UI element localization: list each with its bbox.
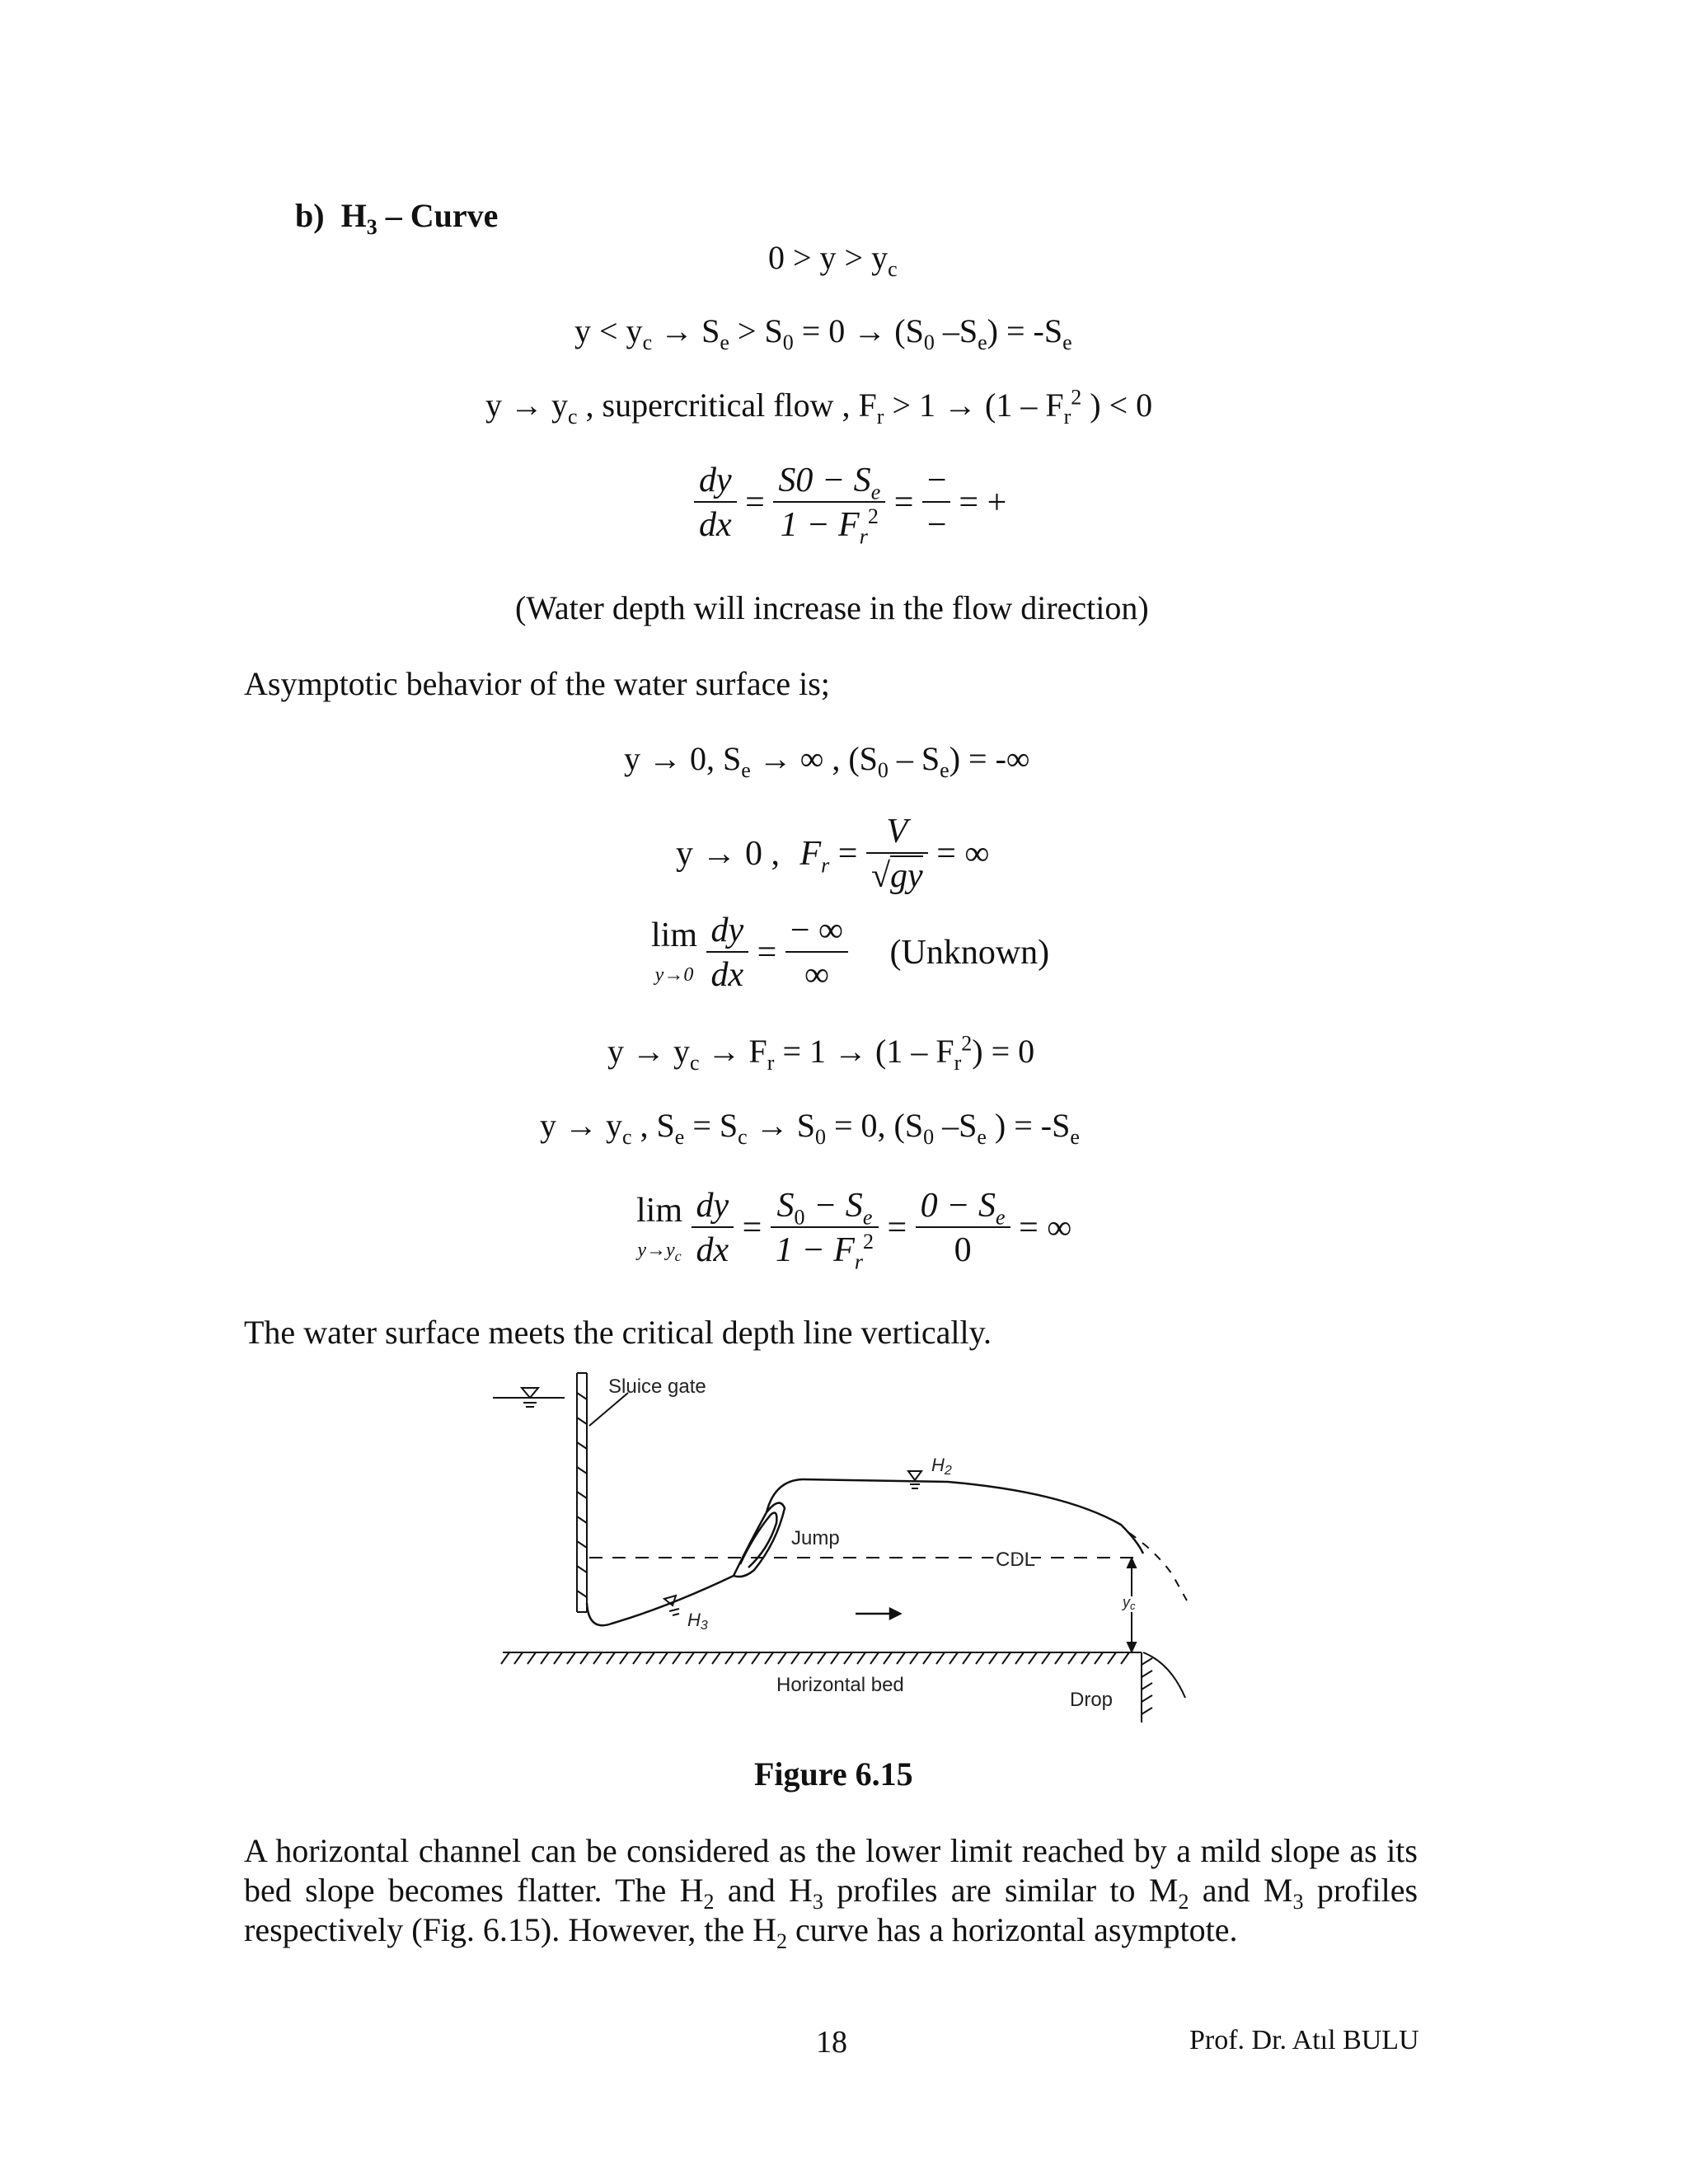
body-paragraph	[244, 1831, 1418, 1953]
bed-hatch-mark	[791, 1652, 799, 1664]
bed-hatch-mark	[620, 1652, 628, 1664]
cdl-label: CDL	[996, 1549, 1036, 1571]
eq2-sub: c	[568, 405, 578, 429]
eq3-sub: 0	[877, 758, 889, 782]
condition-line	[768, 239, 898, 281]
bed-hatch-mark	[541, 1652, 549, 1664]
bed-hatch-mark	[857, 1652, 865, 1664]
bed-hatch-mark	[1095, 1652, 1103, 1664]
eq1-sub: e	[978, 330, 987, 354]
bed-hatch-mark	[870, 1652, 879, 1664]
hydraulic-profile-diagram	[486, 1360, 1203, 1731]
horizontal-bed	[501, 1652, 1142, 1664]
h2-curve	[803, 1479, 1143, 1554]
bed-hatch-mark	[1055, 1652, 1063, 1664]
bed-hatch-mark	[831, 1652, 839, 1664]
bed-hatch-mark	[725, 1652, 734, 1664]
eq1-sub: 0	[923, 330, 935, 354]
eq1-sub: c	[642, 330, 653, 354]
s2-symbol: S	[776, 1187, 795, 1225]
eq3-sub: e	[741, 758, 751, 782]
gy-text: gy	[890, 857, 923, 895]
eq7-sub: e	[1070, 1125, 1080, 1149]
lim2-text: lim	[636, 1192, 683, 1230]
eq2-part: > 1 → (1 – F	[884, 387, 1064, 424]
drop-wall	[1142, 1652, 1152, 1722]
se-sub: e	[870, 480, 881, 504]
condition-text: 0 > y > y	[768, 239, 889, 276]
footer-author: Prof. Dr. Atıl BULU	[1189, 2025, 1419, 2055]
limit2-dy-dx	[692, 1188, 734, 1268]
limit2-slope-den: $1 - F_r^2$	[775, 1230, 874, 1274]
limit2-slope-num: $S_0 - S_e$	[771, 1188, 879, 1228]
limit2-dy: dy	[692, 1188, 734, 1228]
yc-label	[1121, 1594, 1136, 1612]
page-number: 18	[816, 2025, 847, 2060]
eq7-sub: 0	[814, 1125, 826, 1149]
root-gy: √gy	[870, 857, 923, 895]
eq7-part: y → y	[540, 1107, 622, 1144]
lim2-sub-main: y→y	[637, 1240, 675, 1261]
one-minus-f: 1 − F	[780, 506, 860, 544]
eq2-sub: r	[876, 405, 884, 429]
eq2-part: , supercritical flow , F	[577, 387, 877, 424]
v-over-root-gy	[866, 814, 928, 893]
bed-hatch-mark	[778, 1652, 786, 1664]
sign-fraction	[922, 463, 950, 542]
bed-hatch-mark	[1068, 1652, 1076, 1664]
h3-sub: 3	[700, 1619, 708, 1633]
eq7-sub: e	[977, 1125, 987, 1149]
p2-a: bed slope becomes flatter. The H	[244, 1872, 704, 1909]
eq1-sub: 0	[782, 330, 794, 354]
bed-hatch-mark	[765, 1652, 773, 1664]
bed-hatch-mark	[712, 1652, 720, 1664]
sluice-gate-label: Sluice gate	[608, 1376, 706, 1398]
bed-hatch-mark	[738, 1652, 747, 1664]
froude-prefix: y → 0 ,	[676, 835, 780, 873]
eq3-sub: e	[940, 758, 950, 782]
p2-sub: 2	[703, 1890, 715, 1914]
limit-y-zero	[651, 913, 1049, 992]
eq1-part: > S	[729, 312, 783, 349]
bed-hatch-mark	[804, 1652, 813, 1664]
limit-label	[651, 918, 697, 987]
bed-hatch-mark	[554, 1652, 562, 1664]
f-letter: F	[799, 835, 822, 873]
froude-equation: y → 0 , $F_r$ = $\frac{V}{√gy}$ = ∞	[676, 813, 990, 895]
lim2-sub-c: c	[674, 1247, 682, 1264]
eq7-sub: e	[674, 1125, 685, 1149]
eq7-part: –S	[934, 1107, 978, 1144]
bed-hatch-mark	[659, 1652, 668, 1664]
condition-sub: c	[888, 257, 898, 281]
limit-y-yc: lim $y\to y_c$ $\frac{dy}{dx}$ = $\frac{S_0 - S_e}{1 - F_r^2}$ = $\frac{0 - S_e}{0}$ = ∞	[636, 1187, 1072, 1274]
limit-dy-dx	[706, 913, 749, 992]
bed-hatch-mark	[989, 1652, 997, 1664]
bed-hatch-mark	[1081, 1652, 1090, 1664]
p2-c: profiles are similar to M	[823, 1872, 1179, 1909]
bed-hatch-mark	[1042, 1652, 1050, 1664]
flow-direction-note: (Water depth will increase in the flow direction)	[515, 589, 1149, 626]
paragraph-line-3	[244, 1910, 1418, 1953]
heading-symbol: H	[340, 197, 367, 234]
p2-d: and M	[1189, 1872, 1293, 1909]
lim2-sub	[637, 1240, 682, 1264]
slope-denominator	[773, 503, 885, 549]
bed-hatch-mark	[936, 1652, 945, 1664]
bed-hatch-mark	[1108, 1652, 1116, 1664]
p2-e: profiles	[1303, 1872, 1418, 1909]
limit-dy: dy	[706, 913, 749, 953]
eq6-part: → F	[699, 1033, 767, 1070]
inf: ∞	[804, 956, 829, 994]
bed-hatch-mark	[593, 1652, 602, 1664]
eq3-part: → ∞ , (S	[750, 740, 878, 777]
eq7-part: , S	[631, 1107, 675, 1144]
eq7-part: → S	[747, 1107, 815, 1144]
eq6-sub: c	[690, 1051, 700, 1075]
eq6-part: = 1 → (1 – F	[774, 1033, 954, 1070]
bed-hatch-mark	[686, 1652, 694, 1664]
bed-hatch-mark	[897, 1652, 905, 1664]
h2-sub: 2	[944, 1464, 952, 1478]
eq7-part: ) = -S	[986, 1107, 1071, 1144]
bed-hatch-mark	[976, 1652, 984, 1664]
eq6-sup: 2	[961, 1031, 973, 1056]
eq6-part: y → y	[607, 1033, 690, 1070]
neg-inf: − ∞	[785, 913, 848, 953]
eq6-part: ) = 0	[972, 1033, 1035, 1070]
one-minus-f-2: 1 − F	[775, 1231, 855, 1269]
bed-hatch-mark	[699, 1652, 707, 1664]
sluice-gate	[577, 1373, 628, 1612]
bed-hatch-mark	[963, 1652, 971, 1664]
eq2-part: ) < 0	[1081, 387, 1153, 424]
limit2-slope-fraction	[771, 1187, 879, 1274]
equation-line-7	[540, 1107, 1080, 1149]
heading-sub: 3	[366, 215, 377, 239]
bed-hatch-mark	[1002, 1652, 1010, 1664]
h2-label	[931, 1455, 952, 1478]
eq1-part: → S	[652, 312, 720, 349]
bed-hatch-mark	[501, 1652, 509, 1664]
limit2-label	[636, 1193, 682, 1263]
eq1-part: y < y	[574, 312, 643, 349]
eq1-sub: e	[720, 330, 729, 354]
eq3-part: ) = -∞	[949, 740, 1030, 777]
h2-letter: H	[931, 1455, 945, 1475]
p2-b: and H	[714, 1872, 813, 1909]
eq1-part: ) = -S	[987, 312, 1063, 349]
main-derivative-equation: $\frac{dy}{dx}$ = $\frac{S0 - S_e}{1 - F_r^2}$ = $\frac{-}{-}$ = +	[694, 463, 1006, 542]
limit-dx: dx	[710, 956, 744, 994]
froude-symbol	[799, 835, 830, 878]
lim-sub: y→0	[654, 964, 694, 986]
lim-text: lim	[651, 916, 698, 954]
bed-hatch-mark	[673, 1652, 681, 1664]
h3-letter: H	[687, 1610, 701, 1630]
eq7-part: = 0, (S	[825, 1107, 924, 1144]
bed-hatch-mark	[818, 1652, 826, 1664]
eq2-sup: 2	[1071, 385, 1082, 410]
froude-result: = ∞	[936, 835, 990, 873]
zero-num: $0 - S_e$	[916, 1188, 1010, 1228]
slope-fraction	[773, 462, 885, 549]
drop-label: Drop	[1070, 1689, 1114, 1711]
p3-sub: 2	[776, 1929, 787, 1953]
limit2-result: = ∞	[1019, 1209, 1072, 1247]
zero-fraction	[916, 1188, 1010, 1268]
unknown-note: (Unknown)	[889, 934, 1050, 972]
paragraph-line-2	[244, 1871, 1418, 1914]
eq7-sub: c	[622, 1125, 632, 1149]
s-symbol: S	[778, 462, 796, 499]
bed-hatch-mark	[1015, 1652, 1024, 1664]
section-heading	[295, 197, 499, 239]
asymptotic-intro: Asymptotic behavior of the water surface is;	[244, 665, 830, 702]
yc-letter: y	[1123, 1594, 1130, 1610]
equation-line-2	[485, 385, 1153, 429]
heading-rest: – Curve	[377, 197, 499, 234]
eq1-sub: e	[1062, 330, 1072, 354]
yc-sub: c	[1130, 1600, 1136, 1612]
equation-line-1	[574, 312, 1072, 354]
dy: dy	[694, 463, 737, 503]
p3-b: curve has a horizontal asymptote.	[787, 1911, 1238, 1948]
p3-a: respectively (Fig. 6.15). However, the H	[244, 1911, 776, 1948]
slope-numerator: $S0 - S_e$	[773, 463, 885, 503]
p2-sub: 3	[1292, 1890, 1304, 1914]
inf-fraction	[785, 913, 848, 992]
upstream-water-level-icon	[493, 1388, 565, 1407]
v-numerator: V	[866, 814, 928, 854]
eq2-part: y → y	[485, 387, 568, 424]
limit2-dx: dx	[696, 1231, 729, 1269]
sign-result: = +	[959, 484, 1007, 522]
limit-eq: =	[757, 934, 777, 972]
figure-caption: Figure 6.15	[754, 1755, 913, 1793]
bed-hatch-mark	[1121, 1652, 1129, 1664]
eq7-sub: 0	[923, 1125, 935, 1149]
bed-hatch-mark	[923, 1652, 931, 1664]
flow-direction-arrow	[856, 1609, 900, 1619]
paragraph-line-1: A horizontal channel can be considered as the lower limit reached by a mild slope as its	[244, 1832, 1418, 1869]
horizontal-bed-label: Horizontal bed	[776, 1674, 904, 1696]
critical-depth-statement: The water surface meets the critical depth line vertically.	[244, 1314, 992, 1351]
f-sub: r	[821, 853, 830, 878]
eq1-part: = 0 → (S	[793, 312, 924, 349]
p2-sub: 3	[812, 1890, 823, 1914]
eq6-sub: r	[767, 1051, 775, 1075]
equation-line-6	[607, 1031, 1035, 1075]
h3-label	[687, 1610, 708, 1633]
eq3-part: y → 0, S	[624, 740, 742, 777]
eq7-sub: c	[738, 1125, 748, 1149]
zero-den: 0	[954, 1231, 972, 1269]
bed-hatch-mark	[884, 1652, 892, 1664]
eq3-part: – S	[888, 740, 940, 777]
bed-hatch-mark	[567, 1652, 575, 1664]
bed-hatch-mark	[752, 1652, 760, 1664]
jump-label: Jump	[791, 1527, 840, 1549]
downstream-water-level-icon	[908, 1471, 921, 1488]
bed-hatch-mark	[528, 1652, 536, 1664]
dx: dx	[699, 506, 732, 544]
bed-hatch-mark	[580, 1652, 588, 1664]
p2-sub: 2	[1178, 1890, 1189, 1914]
bed-hatch-mark	[607, 1652, 615, 1664]
bed-hatch-mark	[910, 1652, 918, 1664]
heading-marker: b)	[295, 197, 325, 234]
eq7-part: = S	[684, 1107, 738, 1144]
bed-hatch-mark	[514, 1652, 523, 1664]
fr-sup: 2	[867, 504, 879, 528]
bed-hatch-mark	[844, 1652, 852, 1664]
dy-dx-fraction	[694, 463, 737, 542]
figure-6-15	[486, 1360, 1203, 1731]
h3-curve	[587, 1576, 734, 1625]
zero-minus-s: 0 − S	[920, 1187, 996, 1225]
eq2-sub: r	[1063, 405, 1071, 429]
equation-line-3	[624, 740, 1030, 782]
bed-hatch-mark	[950, 1652, 958, 1664]
eq1-part: –S	[934, 312, 978, 349]
sign-numerator: −	[922, 463, 950, 503]
bed-hatch-mark	[646, 1652, 654, 1664]
bed-hatch-mark	[1029, 1652, 1037, 1664]
bed-hatch-mark	[633, 1652, 641, 1664]
sign-denominator: −	[926, 506, 947, 544]
fr-sub: r	[859, 524, 868, 549]
eq6-sub: r	[954, 1051, 962, 1075]
